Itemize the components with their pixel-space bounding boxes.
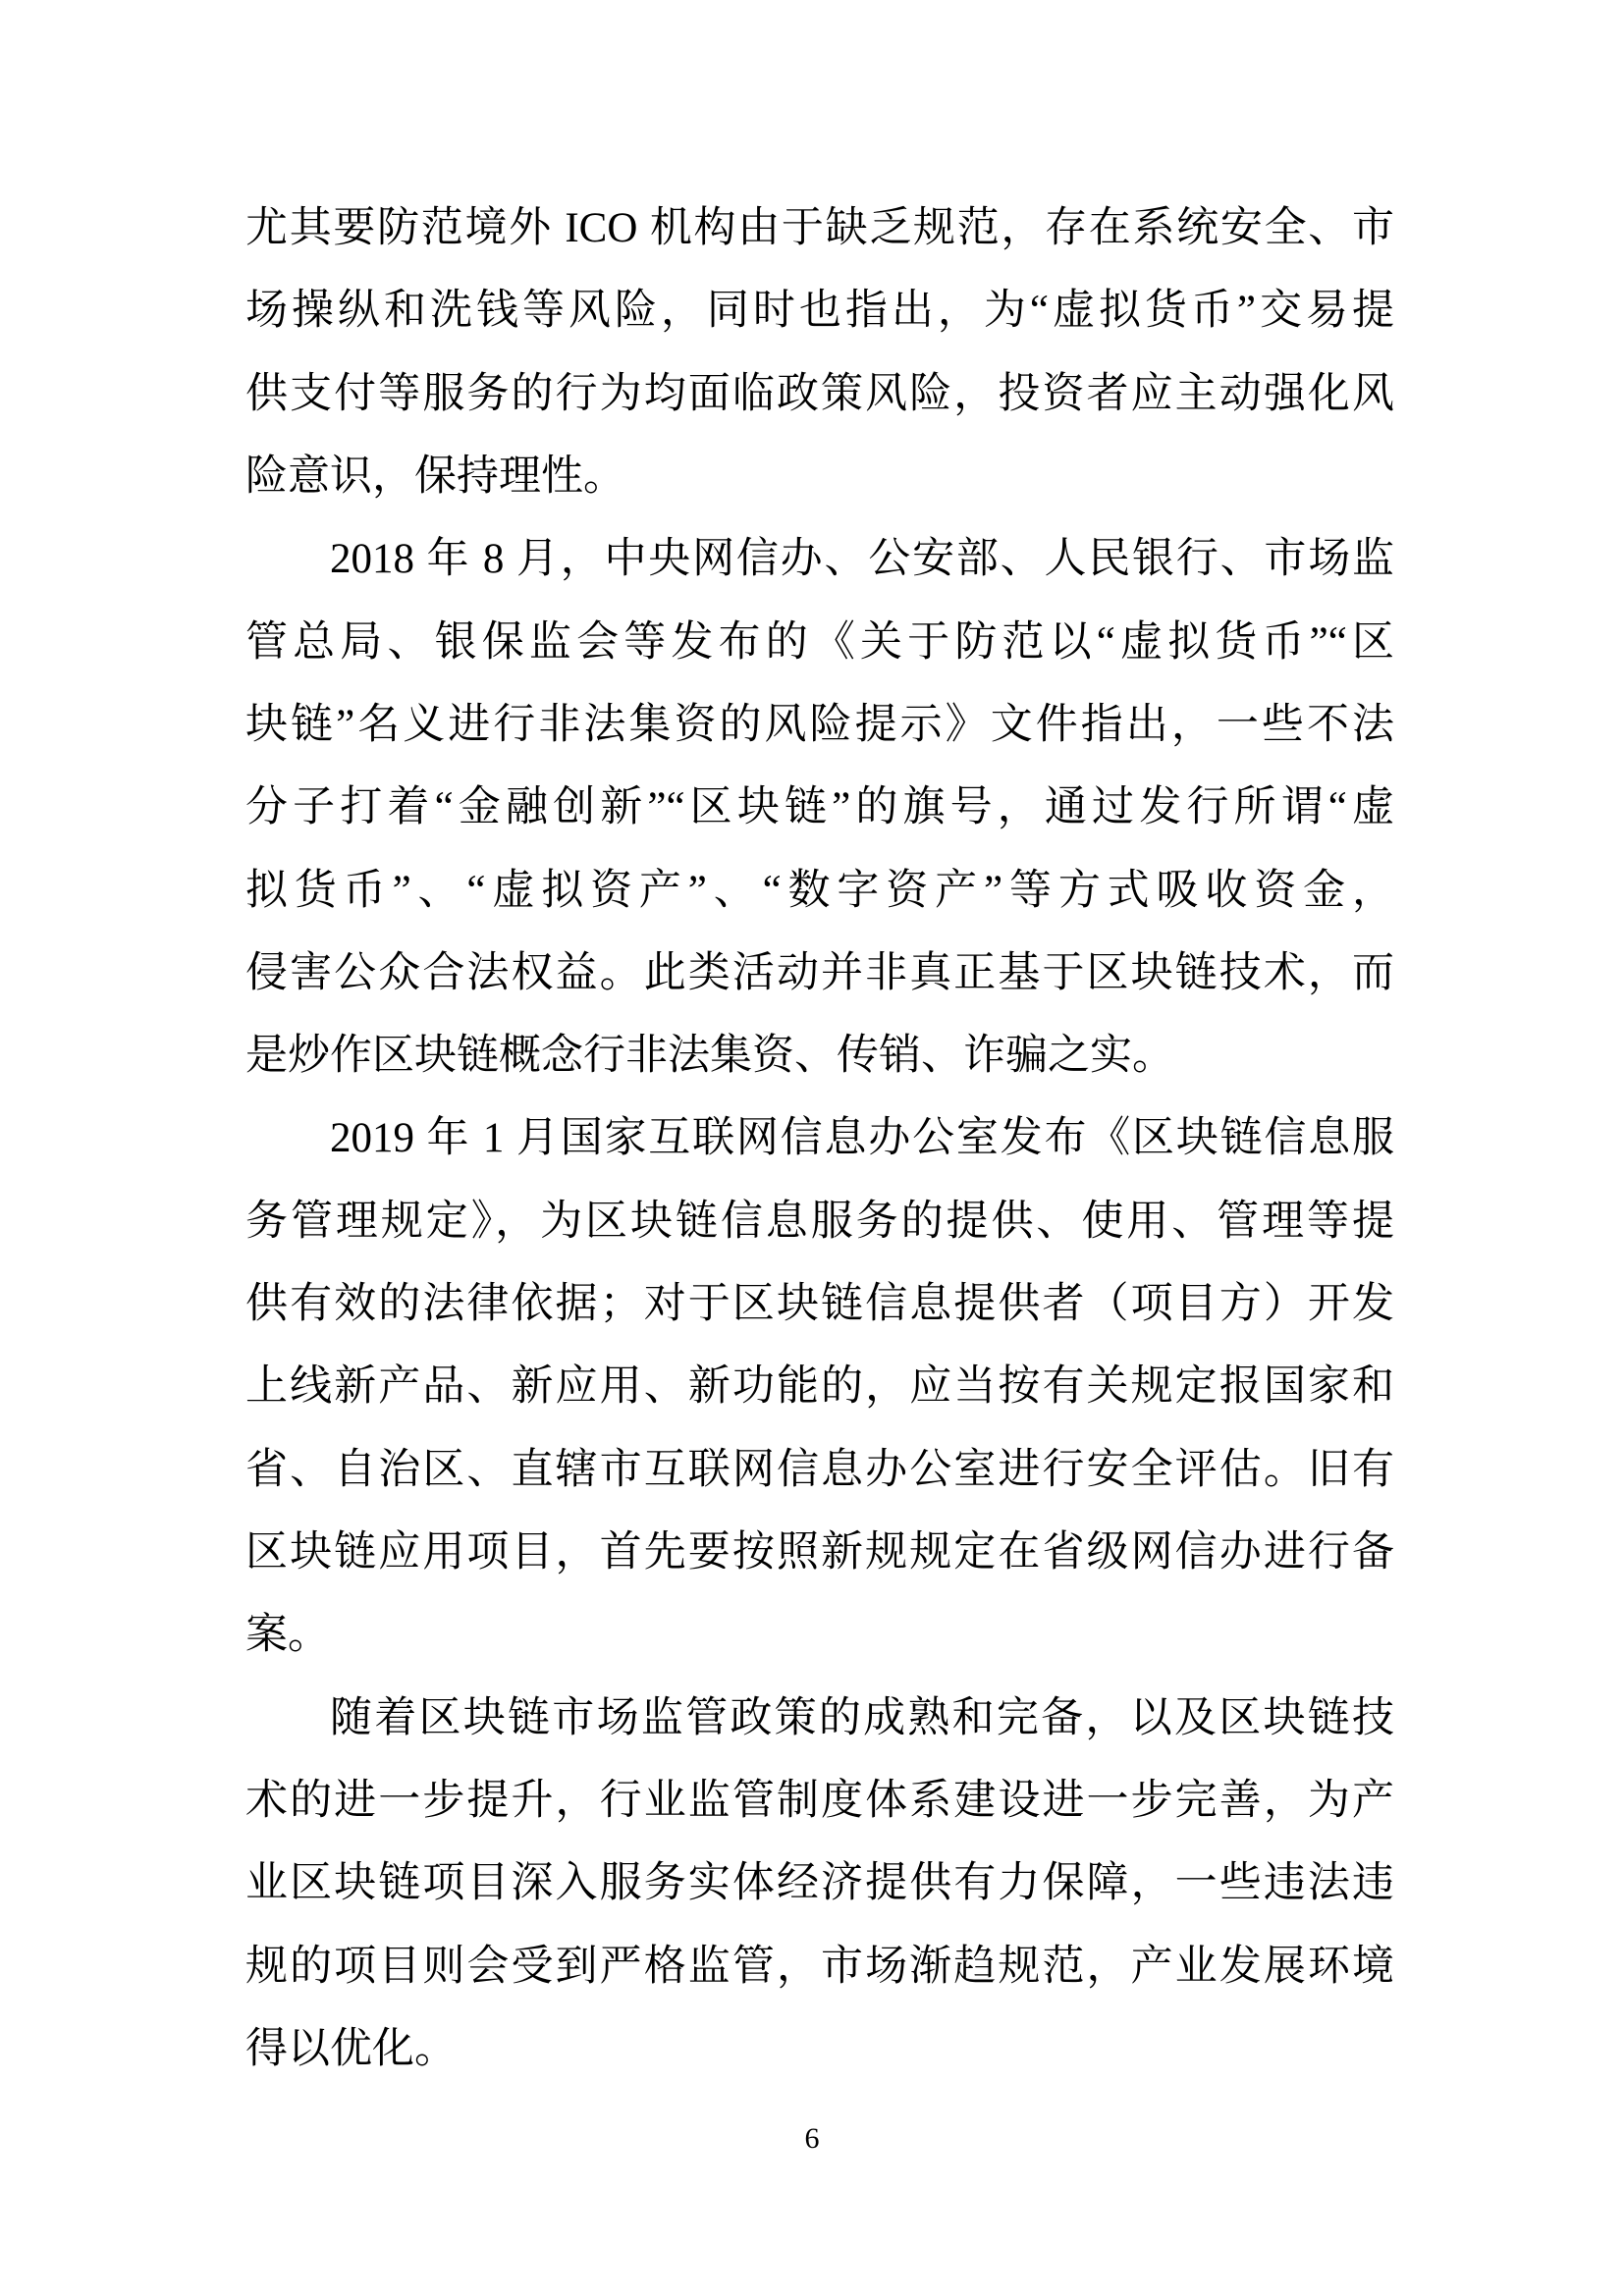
text-line: 案。 bbox=[245, 1612, 330, 1659]
text-line: 得以优化。 bbox=[245, 2025, 457, 2072]
text-line: 随着区块链市场监管政策的成熟和完备，以及区块链技 bbox=[330, 1694, 1394, 1741]
page-number: 6 bbox=[804, 2122, 820, 2155]
text-line: 术的进一步提升，行业监管制度体系建设进一步完善，为产 bbox=[245, 1777, 1394, 1824]
text-line: 险意识，保持理性。 bbox=[245, 453, 625, 500]
text-line: 区块链应用项目，首先要按照新规规定在省级网信办进行备 bbox=[245, 1529, 1394, 1575]
text-line: 管总局、银保监会等发布的《关于防范以“虚拟货币”“区 bbox=[245, 618, 1394, 666]
text-line: 2018 年 8 月，中央网信办、公安部、人民银行、市场监 bbox=[330, 536, 1394, 583]
text-line: 侵害公众合法权益。此类活动并非真正基于区块链技术，而 bbox=[245, 949, 1394, 996]
text-line: 上线新产品、新应用、新功能的，应当按有关规定报国家和 bbox=[245, 1363, 1394, 1411]
text-line: 尤其要防范境外 ICO 机构由于缺乏规范，存在系统安全、市 bbox=[245, 205, 1394, 251]
text-line: 分子打着“金融创新”“区块链”的旗号，通过发行所谓“虚 bbox=[245, 784, 1394, 831]
text-line: 是炒作区块链概念行非法集资、传销、诈骗之实。 bbox=[245, 1033, 1174, 1080]
text-line: 务管理规定》，为区块链信息服务的提供、使用、管理等提 bbox=[245, 1198, 1394, 1245]
text-line: 规的项目则会受到严格监管，市场渐趋规范，产业发展环境 bbox=[245, 1943, 1394, 1990]
text-line: 场操纵和洗钱等风险，同时也指出，为“虚拟货币”交易提 bbox=[245, 288, 1394, 335]
document-body bbox=[245, 187, 1394, 2091]
text-line: 供支付等服务的行为均面临政策风险，投资者应主动强化风 bbox=[245, 370, 1394, 417]
text-line: 供有效的法律依据；对于区块链信息提供者（项目方）开发 bbox=[245, 1281, 1394, 1328]
text-line: 拟货币”、“虚拟资产”、“数字资产”等方式吸收资金， bbox=[245, 867, 1394, 914]
text-line: 块链”名义进行非法集资的风险提示》文件指出，一些不法 bbox=[245, 701, 1394, 748]
text-line: 业区块链项目深入服务实体经济提供有力保障，一些违法违 bbox=[245, 1860, 1394, 1907]
text-line: 省、自治区、直辖市互联网信息办公室进行安全评估。旧有 bbox=[245, 1446, 1394, 1493]
text-line: 2019 年 1 月国家互联网信息办公室发布《区块链信息服 bbox=[330, 1115, 1394, 1162]
